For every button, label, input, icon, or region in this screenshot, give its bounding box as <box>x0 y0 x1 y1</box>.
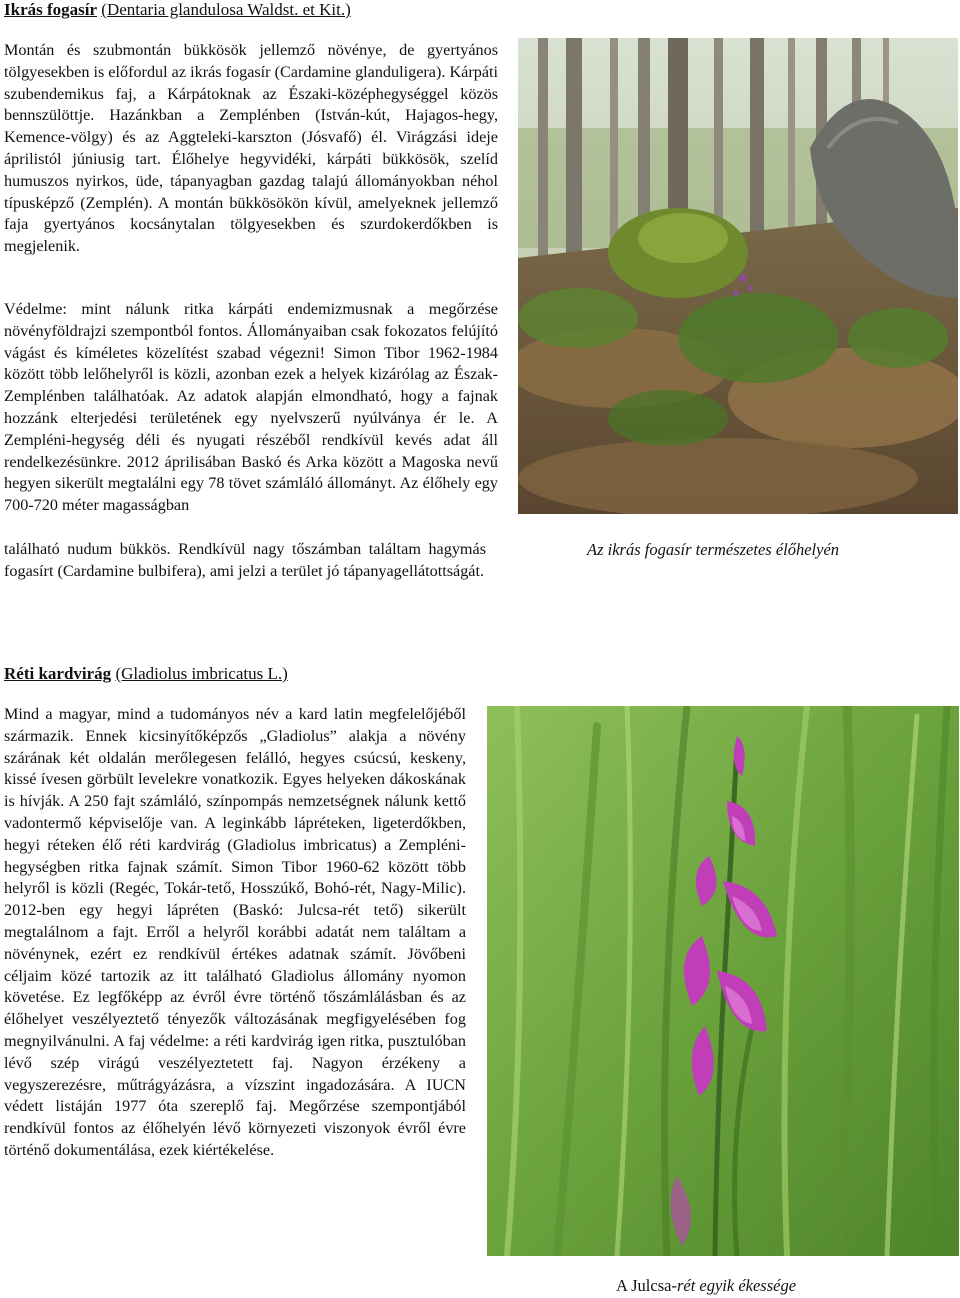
section2-paragraph: Mind a magyar, mind a tudományos név a kard latin megfelelőjéből származik. Ennek kicsinyítőképzős „Gladiolus” alakja a növény szárának két oldalán merőlegesen felálló, hegyes csúcsú, keskeny, kissé ívesen görbült levelekre vonatkozik. Egyes helyeken dákoskának is hívják. A 250 fajt számláló, színpompás nemzetségnek nálunk kettő vadontermő képviselője van. A leginkább lápréteken, ligeterdőkben, hegyi réteken élő réti kardvirág (Gladiolus imbricatus) a Zempléni-hegységben ritka fajnak számít. Simon Tibor 1960-62 között több helyről is közli (Regéc, Tokár-tető, Hosszúkő, Bohó-rét, Nagy-Milic). 2012-ben egy hegyi lápréten (Baskó: Julcsa-rét tető) sikerült megtalálnom a fajt. Erről a helyről korábbi adatát nem találtam a növénynek, ezért ez rendkívül értékes adatnak számít. Jövőbeni céljaim közé tartozik az itt található Gladiolus állomány nyomon követése. Ez legfőképp az évről évre történő tőszámlálásban és az élőhelyet veszélyeztető tényezők változásának megfigyelésében fog megnyilvánulni. A faj védelme: a réti kardvirág igen ritka, pusztulóban lévő szép virágú veszélyeztetett faj. Nagyon érzékeny a vegyszerezésre, műtrágyázásra, a vízszint ingadozására. A IUCN védett listáján 1977 óta szereplő faj. Megőrzése szempontjából rendkívül fontos az élőhelyén lévő környezeti viszonyok évről évre történő dokumentálása, ezek kiértékelése. <box>4 705 466 1159</box>
section1-title-name: Ikrás fogasír <box>4 0 98 19</box>
section1-photo-caption: Az ikrás fogasír természetes élőhelyén <box>587 540 840 559</box>
section1-paragraph1: Montán és szubmontán bükkösök jellemző növénye, de gyertyános tölgyesekben is előfordul az ikrás fogasír (Cardamine glanduligera). Kárpáti szubendemikus faj, a Kárpátoknak az Északi-középhegységgel közös bennszülöttje. Hazánkban a Zemplénben (István-kút, Hajagos-hegy, Kemence-völgy) és az Aggteleki-karszton (Jósvafő) él. Virágzási ideje áprilistól júniusig tart. Élőhelye hegyvidéki, kárpáti bükkösök, szelíd humuszos nyirkos, üde, tápanyagban gazdag talajú állományokban néhol típusképző (Zemplén). A montán bükkösökön kívül, amelyeknek jellemző faja gyertyános kocsánytalan tölgyesekben és szurdokerdőkben is megjelenik. <box>4 41 498 256</box>
gladiolus-photo-illustration <box>487 706 959 1256</box>
section2-caption-upright: A Julcsa- <box>616 1276 677 1295</box>
section2-title-name: Réti kardvirág <box>4 664 112 683</box>
section1-title <box>4 0 351 20</box>
forest-habitat-photo <box>518 38 958 514</box>
section1-title-latin: (Dentaria glandulosa Waldst. et Kit.) <box>101 0 351 19</box>
forest-photo-illustration <box>518 38 958 514</box>
section1-paragraph2-tail: található nudum bükkös. Rendkívül nagy tőszámban találtam hagymás fogasírt (Cardamine bulbifera), ami jelzi a terület jó tápanyagellátottságát. <box>4 540 486 580</box>
section2-caption-italic: rét egyik ékessége <box>676 1276 797 1295</box>
section1-paragraph2: Védelme: mint nálunk ritka kárpáti endemizmusnak a megőrzése növényföldrajzi szempontból fontos. Állományaiban csak fokozatos felújító vágást és kíméletes közelítést szabad végezni! Simon Tibor 1962-1984 között több lelőhelyről is közli, azonban ezek a helyek kizárólag az Észak-Zemplénben találhatóak. Az adatok alapján elmondható, hogy a fajnak hozzánk elterjedési területének egy nyelvszerű nyúlványa ér le. A Zempléni-hegység déli és nyugati részéből rendkívül kevés adat áll rendelkezésünkre. 2012 áprilisában Baskó és Arka között a Magoska nevű hegyen sikerült megtalálni egy 78 tövet számláló állományt. Az élőhely egy 700-720 méter magasságban <box>4 300 498 515</box>
section2-title <box>4 664 288 684</box>
gladiolus-photo <box>487 706 959 1256</box>
section2-title-latin: (Gladiolus imbricatus L.) <box>115 664 288 683</box>
section2-photo-caption <box>616 1276 796 1296</box>
